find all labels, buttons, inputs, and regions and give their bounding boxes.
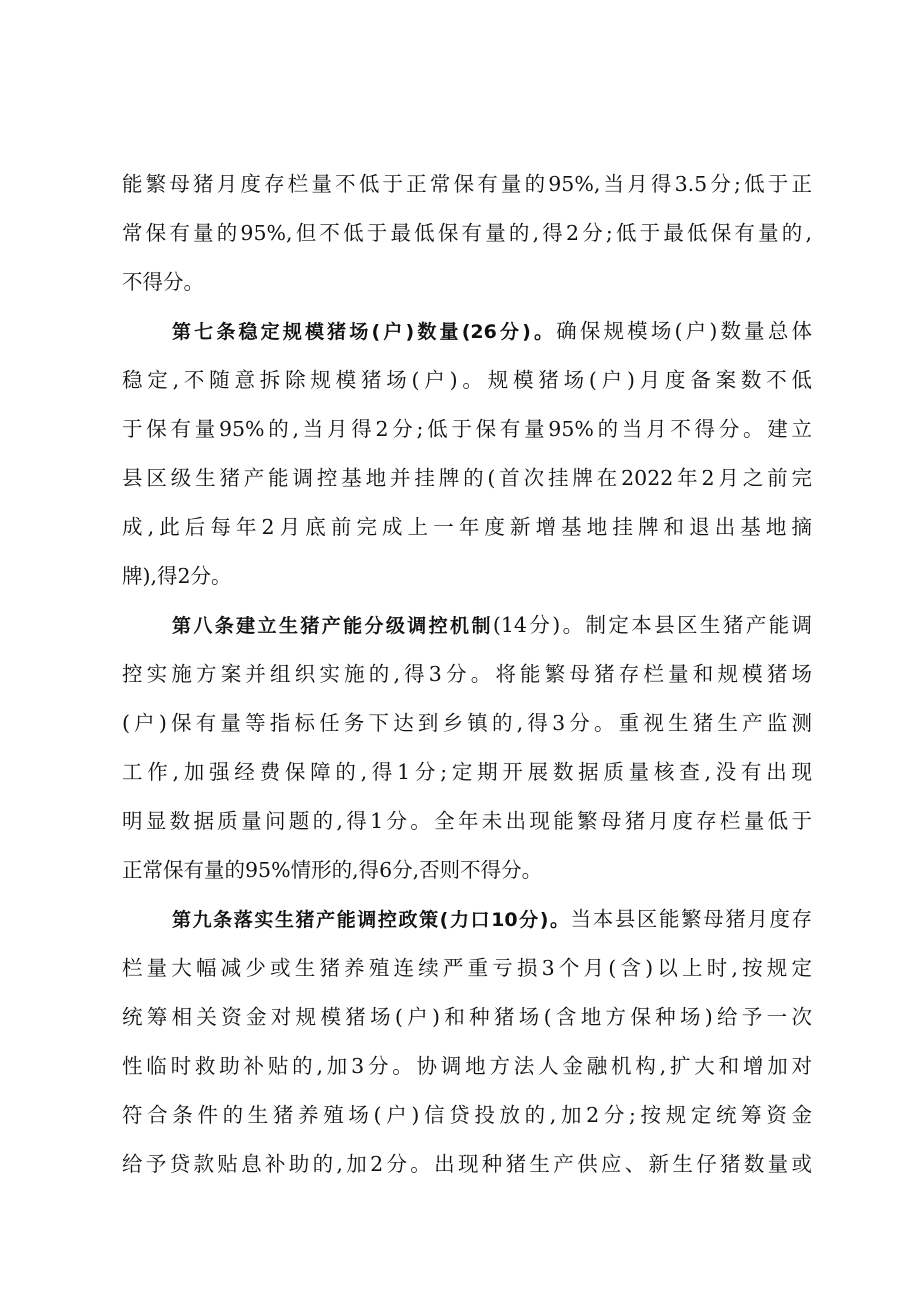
text-line: 常保有量的95%,但不低于最低保有量的,得2分;低于最低保有量的, xyxy=(122,221,812,245)
article-8-heading: 第八条建立生猪产能分级调控机制 xyxy=(172,615,493,637)
text-line: 符合条件的生猪养殖场(户)信贷投放的,加2分;按规定统筹资金 xyxy=(122,1103,812,1127)
text-line: 工作,加强经费保障的,得1分;定期开展数据质量核查,没有出现 xyxy=(122,760,812,784)
text-line: 县区级生猪产能调控基地并挂牌的(首次挂牌在2022年2月之前完 xyxy=(122,466,812,490)
text-line: 给予贷款贴息补助的,加2分。出现种猪生产供应、新生仔猪数量或 xyxy=(122,1152,812,1176)
text-line: 栏量大幅减少或生猪养殖连续严重亏损3个月(含)以上时,按规定 xyxy=(122,956,812,980)
text-line: 于保有量95%的,当月得2分;低于保有量95%的当月不得分。建立 xyxy=(122,417,812,441)
article-7-heading: 第七条稳定规模猪场(户)数量(26分)。 xyxy=(172,321,557,343)
text-line: 牌),得2分。 xyxy=(122,564,232,588)
text-line: 明显数据质量问题的,得1分。全年未出现能繁母猪月度存栏量低于 xyxy=(122,809,812,833)
article-7-first-line xyxy=(172,311,812,351)
text-line: 控实施方案并组织实施的,得3分。将能繁母猪存栏量和规模猪场 xyxy=(122,662,812,686)
article-9-first-line xyxy=(172,899,812,939)
text-span: (14分)。制定本县区生猪产能调 xyxy=(492,613,812,637)
text-line: (户)保有量等指标任务下达到乡镇的,得3分。重视生猪生产监测 xyxy=(122,711,812,735)
text-line: 性临时救助补贴的,加3分。协调地方法人金融机构,扩大和增加对 xyxy=(122,1054,812,1078)
text-line: 正常保有量的95%情形的,得6分,否则不得分。 xyxy=(122,858,543,882)
text-line: 成,此后每年2月底前完成上一年度新增基地挂牌和退出基地摘 xyxy=(122,515,812,539)
text-line: 能繁母猪月度存栏量不低于正常保有量的95%,当月得3.5分;低于正 xyxy=(122,172,812,196)
text-line: 统筹相关资金对规模猪场(户)和种猪场(含地方保种场)给予一次 xyxy=(122,1005,812,1029)
text-line: 稳定,不随意拆除规模猪场(户)。规模猪场(户)月度备案数不低 xyxy=(122,368,812,392)
article-8-first-line xyxy=(172,605,812,645)
article-9-heading: 第九条落实生猪产能调控政策(力口10分)。 xyxy=(172,909,571,931)
text-span: 确保规模场(户)数量总体 xyxy=(556,319,812,343)
text-span: 当本县区能繁母猪月度存 xyxy=(570,907,812,931)
text-line: 不得分。 xyxy=(122,270,204,294)
